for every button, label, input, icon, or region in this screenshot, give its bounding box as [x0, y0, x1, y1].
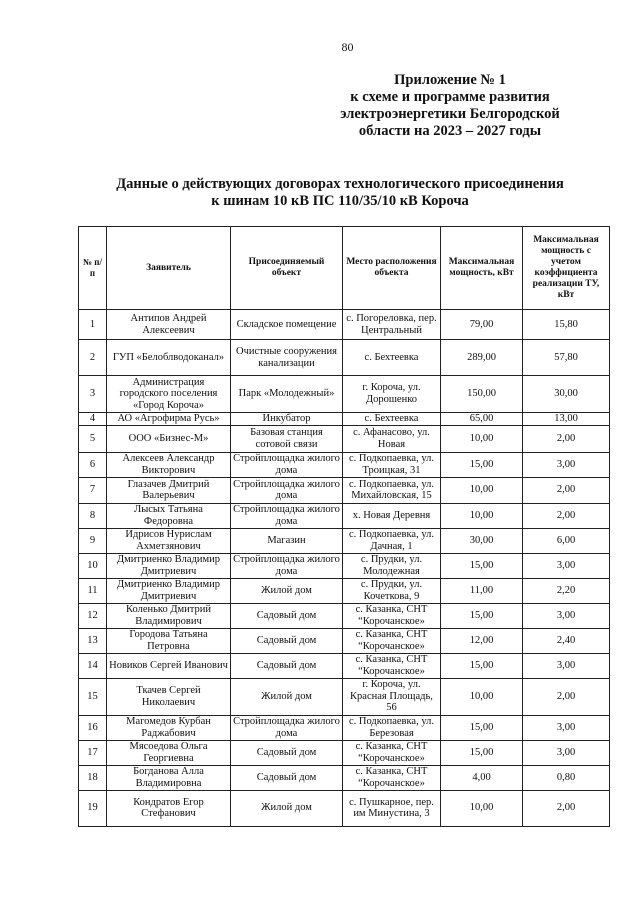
header-object: Присоединяемый объект [231, 227, 343, 310]
cell-object: Инкубатор [231, 413, 343, 426]
table-row [79, 553, 610, 578]
table-header-row [79, 227, 610, 310]
cell-max-power-coef: 3,00 [523, 452, 610, 477]
cell-num: 4 [79, 413, 107, 426]
cell-applicant: ООО «Бизнес-М» [107, 425, 231, 452]
cell-object: Стройплощадка жилого дома [231, 452, 343, 477]
cell-location: с. Казанка, СНТ “Корочанское» [343, 765, 441, 790]
cell-location: с. Подкопаевка, ул. Березовая [343, 715, 441, 740]
table-row [79, 678, 610, 715]
cell-location: с. Погореловка, пер. Центральный [343, 310, 441, 340]
cell-max-power-coef: 2,00 [523, 678, 610, 715]
cell-num: 13 [79, 628, 107, 653]
table-row [79, 310, 610, 340]
cell-num: 16 [79, 715, 107, 740]
cell-location: с. Подкопаевка, ул. Троицкая, 31 [343, 452, 441, 477]
cell-location: г. Короча, ул. Красная Площадь, 56 [343, 678, 441, 715]
cell-max-power: 15,00 [441, 740, 523, 765]
cell-applicant: ГУП «Белоблводоканал» [107, 340, 231, 376]
cell-num: 8 [79, 503, 107, 528]
cell-location: с. Казанка, СНТ “Корочанское» [343, 603, 441, 628]
cell-max-power: 10,00 [441, 790, 523, 826]
cell-object: Складское помещение [231, 310, 343, 340]
table-row [79, 340, 610, 376]
cell-num: 7 [79, 477, 107, 503]
cell-max-power: 289,00 [441, 340, 523, 376]
appendix-line: к схеме и программе развития [350, 89, 550, 105]
cell-max-power-coef: 30,00 [523, 376, 610, 413]
cell-applicant: Городова Татьяна Петровна [107, 628, 231, 653]
cell-object: Садовый дом [231, 653, 343, 678]
cell-max-power-coef: 15,80 [523, 310, 610, 340]
header-num: № п/п [79, 227, 107, 310]
table-row [79, 528, 610, 553]
appendix-line: Приложение № 1 [394, 72, 506, 88]
table-row [79, 477, 610, 503]
cell-max-power: 12,00 [441, 628, 523, 653]
cell-applicant: Магомедов Курбан Раджабович [107, 715, 231, 740]
cell-num: 12 [79, 603, 107, 628]
table-row [79, 413, 610, 426]
cell-num: 19 [79, 790, 107, 826]
cell-object: Стройплощадка жилого дома [231, 553, 343, 578]
cell-object: Жилой дом [231, 678, 343, 715]
appendix-line: области на 2023 – 2027 годы [358, 123, 542, 139]
cell-applicant: Администрация городского поселения «Город Короча» [107, 376, 231, 413]
table-row [79, 790, 610, 826]
title-line: к шинам 10 кВ ПС 110/35/10 кВ Короча [211, 193, 469, 209]
cell-max-power-coef: 2,20 [523, 578, 610, 603]
cell-applicant: Мясоедова Ольга Георгиевна [107, 740, 231, 765]
cell-object: Базовая станция сотовой связи [231, 425, 343, 452]
cell-applicant: Богданова Алла Владимировна [107, 765, 231, 790]
cell-max-power: 10,00 [441, 425, 523, 452]
cell-max-power-coef: 3,00 [523, 553, 610, 578]
cell-max-power-coef: 2,40 [523, 628, 610, 653]
cell-location: с. Подкопаевка, ул. Михайловская, 15 [343, 477, 441, 503]
cell-num: 6 [79, 452, 107, 477]
cell-object: Очистные сооружения канализации [231, 340, 343, 376]
header-max-power-coef: Максимальная мощность с учетом коэффициента реализации ТУ, кВт [523, 227, 610, 310]
cell-object: Садовый дом [231, 740, 343, 765]
table-row [79, 578, 610, 603]
cell-num: 11 [79, 578, 107, 603]
cell-applicant: Новиков Сергей Иванович [107, 653, 231, 678]
cell-location: с. Подкопаевка, ул. Дачная, 1 [343, 528, 441, 553]
cell-location: г. Короча, ул. Дорошенко [343, 376, 441, 413]
cell-applicant: Ткачев Сергей Николаевич [107, 678, 231, 715]
cell-applicant: Антипов Андрей Алексеевич [107, 310, 231, 340]
cell-applicant: Дмитриенко Владимир Дмитриевич [107, 553, 231, 578]
cell-max-power: 65,00 [441, 413, 523, 426]
cell-object: Стройплощадка жилого дома [231, 715, 343, 740]
cell-max-power: 15,00 [441, 452, 523, 477]
cell-max-power: 11,00 [441, 578, 523, 603]
cell-num: 5 [79, 425, 107, 452]
cell-object: Жилой дом [231, 578, 343, 603]
cell-max-power: 79,00 [441, 310, 523, 340]
title-line: Данные о действующих договорах технологического присоединения [116, 176, 564, 192]
table-row [79, 653, 610, 678]
cell-num: 14 [79, 653, 107, 678]
table-body [79, 310, 610, 827]
cell-num: 1 [79, 310, 107, 340]
cell-applicant: Лысых Татьяна Федоровна [107, 503, 231, 528]
cell-max-power-coef: 57,80 [523, 340, 610, 376]
cell-num: 2 [79, 340, 107, 376]
cell-applicant: Идрисов Нурислам Ахметзянович [107, 528, 231, 553]
cell-max-power: 15,00 [441, 553, 523, 578]
cell-applicant: Дмитриенко Владимир Дмитриевич [107, 578, 231, 603]
cell-location: с. Прудки, ул. Кочеткова, 9 [343, 578, 441, 603]
cell-applicant: Алексеев Александр Викторович [107, 452, 231, 477]
table-row [79, 603, 610, 628]
cell-location: с. Бехтеевка [343, 413, 441, 426]
cell-object: Садовый дом [231, 765, 343, 790]
cell-num: 3 [79, 376, 107, 413]
cell-applicant: Коленько Дмитрий Владимирович [107, 603, 231, 628]
cell-max-power-coef: 13,00 [523, 413, 610, 426]
header-applicant: Заявитель [107, 227, 231, 310]
cell-location: х. Новая Деревня [343, 503, 441, 528]
cell-num: 9 [79, 528, 107, 553]
cell-max-power-coef: 2,00 [523, 790, 610, 826]
page-number: 80 [341, 40, 354, 54]
cell-location: с. Прудки, ул. Молодежная [343, 553, 441, 578]
cell-max-power: 150,00 [441, 376, 523, 413]
cell-max-power-coef: 2,00 [523, 477, 610, 503]
cell-object: Стройплощадка жилого дома [231, 477, 343, 503]
cell-location: с. Афанасово, ул. Новая [343, 425, 441, 452]
table-row [79, 503, 610, 528]
table-row [79, 715, 610, 740]
table-row [79, 452, 610, 477]
cell-applicant: АО «Агрофирма Русь» [107, 413, 231, 426]
cell-object: Садовый дом [231, 628, 343, 653]
cell-max-power-coef: 6,00 [523, 528, 610, 553]
cell-max-power-coef: 3,00 [523, 653, 610, 678]
cell-location: с. Казанка, СНТ “Корочанское» [343, 653, 441, 678]
cell-max-power: 4,00 [441, 765, 523, 790]
contracts-table [78, 226, 610, 827]
cell-max-power: 15,00 [441, 715, 523, 740]
cell-object: Жилой дом [231, 790, 343, 826]
header-max-power: Максимальная мощность, кВт [441, 227, 523, 310]
table-row [79, 740, 610, 765]
table-row [79, 425, 610, 452]
appendix-line: электроэнергетики Белгородской [340, 106, 560, 122]
cell-max-power-coef: 3,00 [523, 740, 610, 765]
cell-location: с. Бехтеевка [343, 340, 441, 376]
cell-applicant: Кондратов Егор Стефанович [107, 790, 231, 826]
cell-max-power: 10,00 [441, 503, 523, 528]
cell-object: Магазин [231, 528, 343, 553]
cell-object: Стройплощадка жилого дома [231, 503, 343, 528]
cell-max-power: 15,00 [441, 603, 523, 628]
cell-max-power: 10,00 [441, 477, 523, 503]
cell-num: 10 [79, 553, 107, 578]
cell-num: 17 [79, 740, 107, 765]
cell-max-power-coef: 2,00 [523, 503, 610, 528]
table-row [79, 628, 610, 653]
cell-max-power: 30,00 [441, 528, 523, 553]
appendix-heading [300, 72, 600, 140]
cell-applicant: Глазачев Дмитрий Валерьевич [107, 477, 231, 503]
cell-max-power-coef: 0,80 [523, 765, 610, 790]
cell-location: с. Пушкарное, пер. им Минустина, 3 [343, 790, 441, 826]
cell-object: Садовый дом [231, 603, 343, 628]
table-row [79, 376, 610, 413]
cell-location: с. Казанка, СНТ “Корочанское» [343, 740, 441, 765]
cell-max-power: 15,00 [441, 653, 523, 678]
cell-object: Парк «Молодежный» [231, 376, 343, 413]
cell-max-power: 10,00 [441, 678, 523, 715]
header-location: Место расположения объекта [343, 227, 441, 310]
cell-max-power-coef: 2,00 [523, 425, 610, 452]
cell-num: 15 [79, 678, 107, 715]
document-title [80, 176, 600, 210]
cell-num: 18 [79, 765, 107, 790]
cell-location: с. Казанка, СНТ “Корочанское» [343, 628, 441, 653]
cell-max-power-coef: 3,00 [523, 715, 610, 740]
cell-max-power-coef: 3,00 [523, 603, 610, 628]
table-row [79, 765, 610, 790]
